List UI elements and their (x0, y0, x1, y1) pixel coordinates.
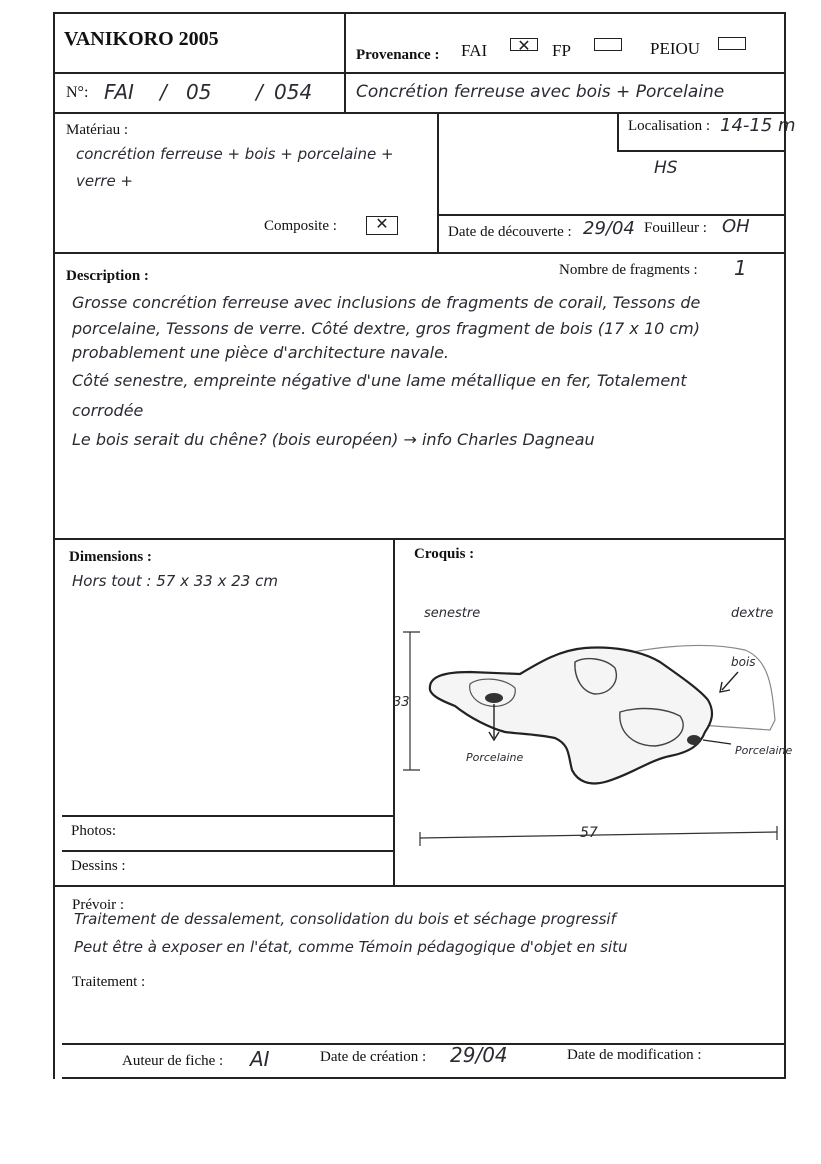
location-value: 14-15 m (720, 115, 796, 136)
plan-label: Prévoir : (72, 897, 125, 913)
sketch-porcelain-label: Porcelaine (735, 744, 793, 757)
creation-date-value: 29/04 (450, 1043, 508, 1067)
provenance-option-fai: FAI (461, 41, 488, 60)
provenance-option-peiou: PEIOU (650, 39, 701, 58)
description-label: Description : (66, 268, 149, 284)
fragments-label: Nombre de fragments : (559, 262, 698, 278)
material-value: concrétion ferreuse + bois + porcelaine + (76, 145, 394, 163)
provenance-label: Provenance : (356, 47, 440, 63)
plan-line: Peut être à exposer en l'état, comme Témoin pédagogique d'objet en situ (74, 938, 628, 956)
sketch-right-label: dextre (731, 606, 774, 621)
description-line: probablement une pièce d'architecture navale. (72, 343, 449, 362)
photos-label: Photos: (71, 823, 117, 839)
fragments-value: 1 (734, 256, 747, 280)
provenance-option-fp: FP (552, 41, 571, 60)
drawings-label: Dessins : (71, 858, 126, 874)
digger-label: Fouilleur : (644, 220, 707, 236)
description-line: Le bois serait du chêne? (bois européen) → info Charles Dagneau (72, 430, 595, 449)
number-prefix: FAI (104, 80, 134, 104)
creation-date-label: Date de création : (320, 1049, 427, 1065)
modification-date-label: Date de modification : (567, 1047, 702, 1063)
material-value: verre + (76, 172, 134, 190)
digger-value: OH (722, 216, 750, 237)
number-slash: / (160, 80, 167, 104)
sketch-porcelain-label: Porcelaine (466, 751, 524, 764)
form-title: VANIKORO 2005 (64, 28, 219, 50)
composite-label: Composite : (264, 218, 337, 234)
number-sequence: 054 (274, 80, 313, 104)
description-line: Côté senestre, empreinte négative d'une lame métallique en fer, Totalement (72, 371, 687, 390)
description-line: Grosse concrétion ferreuse avec inclusions de fragments de corail, Tessons de (72, 293, 701, 312)
location-label: Localisation : (628, 118, 711, 134)
discovery-date-value: 29/04 (583, 218, 635, 239)
treatment-label: Traitement : (72, 974, 146, 990)
sketch-wood-label: bois (731, 655, 756, 669)
dimensions-label: Dimensions : (69, 549, 152, 565)
dimensions-value: Hors tout : 57 x 33 x 23 cm (72, 572, 278, 590)
author-value: AI (250, 1047, 270, 1071)
sketch-width-label: 57 (580, 825, 598, 841)
plan-line: Traitement de dessalement, consolidation du bois et séchage progressif (74, 910, 616, 928)
description-line: corrodée (72, 401, 144, 420)
sketch-label: Croquis : (414, 546, 475, 562)
object-short-title: Concrétion ferreuse avec bois + Porcelaine (356, 82, 725, 102)
number-year: 05 (186, 80, 212, 104)
number-slash: / (256, 80, 263, 104)
author-label: Auteur de fiche : (122, 1053, 224, 1069)
discovery-date-label: Date de découverte : (448, 224, 572, 240)
location-extra: HS (654, 158, 678, 178)
number-label: N°: (66, 84, 89, 101)
material-label: Matériau : (66, 122, 129, 138)
sketch-height-label: 33 (393, 695, 410, 710)
sketch-left-label: senestre (424, 606, 481, 621)
description-line: porcelaine, Tessons de verre. Côté dextre, gros fragment de bois (17 x 10 cm) (72, 319, 701, 338)
